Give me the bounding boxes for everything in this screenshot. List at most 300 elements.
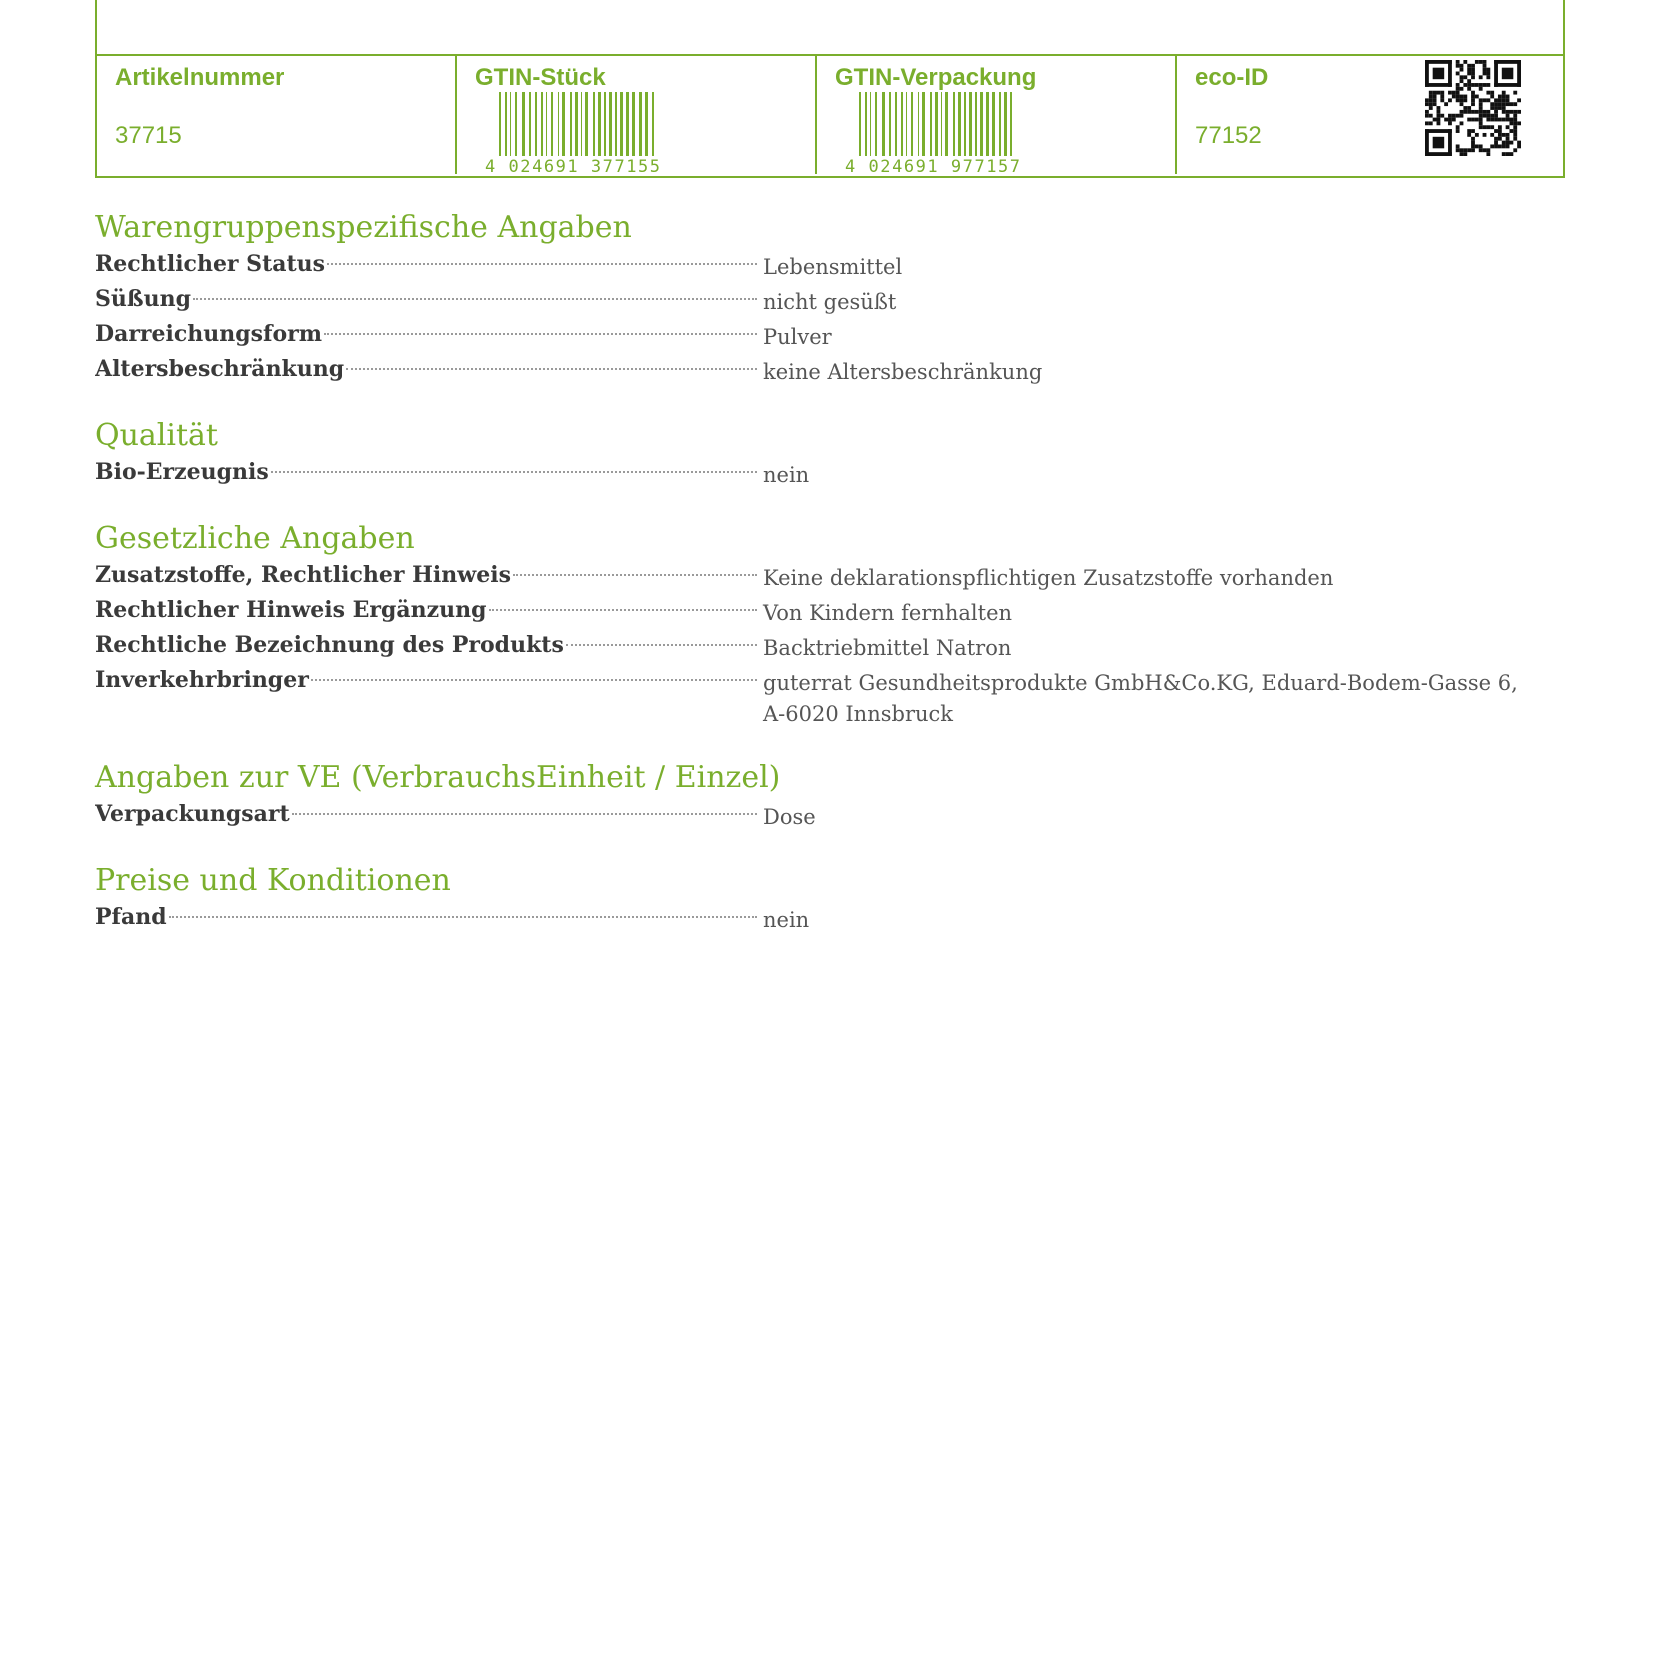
detail-key: Zusatzstoffe, Rechtlicher Hinweis xyxy=(95,562,511,588)
qr-module xyxy=(1425,102,1429,106)
detail-key: Verpackungsart xyxy=(95,801,290,827)
detail-row xyxy=(95,353,1535,388)
barcode-bar xyxy=(575,92,578,156)
detail-key: Rechtlicher Status xyxy=(95,251,326,277)
qr-module xyxy=(1517,141,1521,145)
qr-module xyxy=(1498,95,1502,99)
qr-module xyxy=(1483,68,1487,72)
product-id-box xyxy=(95,0,1565,178)
qr-module xyxy=(1479,60,1483,64)
qr-module xyxy=(1479,125,1483,129)
qr-module xyxy=(1502,106,1506,110)
barcode-bar xyxy=(986,92,989,156)
qr-module xyxy=(1425,129,1452,133)
qr-module xyxy=(1475,144,1479,148)
detail-key-wrap xyxy=(95,353,763,385)
section-title: Gesetzliche Angaben xyxy=(95,521,415,556)
qr-module xyxy=(1509,129,1513,133)
qr-module xyxy=(1425,60,1452,64)
gtin-verpackung-cell xyxy=(815,56,1177,174)
qr-module xyxy=(1448,91,1452,95)
qr-module xyxy=(1467,110,1471,114)
qr-module xyxy=(1483,125,1487,129)
qr-module xyxy=(1471,110,1475,114)
qr-module xyxy=(1479,114,1483,118)
qr-module xyxy=(1483,98,1487,102)
detail-row xyxy=(95,559,1535,594)
qr-module xyxy=(1475,60,1479,64)
dot-leader xyxy=(566,644,757,646)
qr-module xyxy=(1425,114,1429,118)
qr-module xyxy=(1471,72,1475,76)
barcode-bar xyxy=(541,92,543,156)
barcode-bar xyxy=(930,92,932,156)
barcode-bar xyxy=(620,92,623,156)
qr-module xyxy=(1460,75,1464,79)
section xyxy=(95,521,1535,730)
detail-value: Dose xyxy=(763,805,816,829)
qr-module xyxy=(1471,83,1475,87)
qr-module xyxy=(1479,102,1483,106)
detail-row xyxy=(95,248,1535,283)
qr-module xyxy=(1452,114,1456,118)
qr-module xyxy=(1467,133,1471,137)
qr-module xyxy=(1509,102,1513,106)
qr-module xyxy=(1498,133,1502,137)
qr-module xyxy=(1490,133,1494,137)
barcode-bar xyxy=(889,92,891,156)
qr-module xyxy=(1479,75,1483,79)
qr-module xyxy=(1467,87,1471,91)
qr-module xyxy=(1448,60,1452,87)
dot-leader xyxy=(327,263,757,265)
qr-module xyxy=(1456,125,1460,129)
gtin-stueck-cell xyxy=(455,56,817,174)
qr-module xyxy=(1509,110,1513,114)
qr-module xyxy=(1498,137,1502,141)
qr-module xyxy=(1425,121,1429,125)
eco-id-cell xyxy=(1175,56,1565,174)
qr-module xyxy=(1463,106,1467,110)
barcode-bar xyxy=(546,92,547,156)
barcode-bar xyxy=(515,92,517,156)
qr-module xyxy=(1471,98,1475,102)
qr-module xyxy=(1460,64,1464,68)
qr-module xyxy=(1463,83,1467,87)
qr-module xyxy=(1498,125,1502,129)
barcode-bar xyxy=(652,92,654,156)
qr-module xyxy=(1494,144,1498,148)
eco-id-label: eco-ID xyxy=(1195,64,1269,91)
qr-module xyxy=(1463,95,1467,99)
qr-module xyxy=(1494,60,1498,87)
qr-module xyxy=(1467,79,1471,83)
detail-row xyxy=(95,594,1535,629)
barcode-bar xyxy=(499,92,501,156)
section-title: Preise und Konditionen xyxy=(95,863,451,898)
qr-module xyxy=(1486,125,1490,129)
barcode-bar xyxy=(901,92,903,156)
barcode-bar xyxy=(911,92,913,156)
qr-module xyxy=(1463,152,1467,156)
detail-row xyxy=(95,629,1535,664)
qr-module xyxy=(1448,129,1452,156)
qr-module xyxy=(1433,137,1445,149)
qr-module xyxy=(1494,102,1498,106)
qr-module xyxy=(1509,141,1513,145)
qr-module xyxy=(1475,133,1479,137)
qr-module xyxy=(1506,95,1510,99)
gtin-verpackung-label: GTIN-Verpackung xyxy=(835,64,1037,91)
qr-module xyxy=(1460,87,1464,91)
gtin-stueck-barcode-text: 4 024691 377155 xyxy=(485,157,660,174)
barcode-bar xyxy=(964,92,966,156)
dot-leader xyxy=(271,471,757,473)
barcode-bar xyxy=(918,92,919,156)
detail-key: Rechtliche Bezeichnung des Produkts xyxy=(95,632,564,658)
qr-module xyxy=(1456,95,1460,99)
detail-key-wrap xyxy=(95,798,763,830)
qr-module xyxy=(1452,91,1456,95)
qr-module xyxy=(1506,141,1510,145)
detail-row xyxy=(95,318,1535,353)
artikelnummer-cell xyxy=(97,56,455,174)
qr-module xyxy=(1433,95,1437,99)
qr-module xyxy=(1502,152,1506,156)
qr-module xyxy=(1513,114,1517,118)
detail-value: nein xyxy=(763,463,810,487)
detail-key-wrap xyxy=(95,456,763,488)
detail-value: Von Kindern fernhalten xyxy=(763,601,1013,625)
qr-module xyxy=(1498,102,1502,106)
qr-module xyxy=(1506,102,1510,106)
qr-module xyxy=(1475,83,1479,87)
barcode-bar xyxy=(645,92,648,156)
barcode-bar xyxy=(922,92,925,156)
dot-leader xyxy=(489,609,757,611)
qr-module xyxy=(1498,106,1502,110)
barcode-bar xyxy=(581,92,582,156)
qr-module xyxy=(1486,75,1490,79)
qr-module xyxy=(1456,83,1460,87)
qr-module xyxy=(1490,118,1494,122)
barcode-bar xyxy=(859,92,861,156)
qr-module xyxy=(1460,121,1464,125)
detail-row xyxy=(95,456,1535,491)
qr-module xyxy=(1463,75,1467,79)
qr-module xyxy=(1467,64,1471,68)
qr-module xyxy=(1460,110,1464,114)
qr-module xyxy=(1444,118,1448,122)
qr-module xyxy=(1513,125,1517,129)
qr-module xyxy=(1440,114,1444,118)
qr-module xyxy=(1463,110,1467,114)
qr-module xyxy=(1513,137,1517,141)
barcode-bar xyxy=(632,92,635,156)
barcode-bar xyxy=(639,92,642,156)
dot-leader xyxy=(193,298,757,300)
qr-module xyxy=(1471,95,1475,99)
qr-module xyxy=(1429,91,1433,95)
detail-key-wrap xyxy=(95,664,763,696)
qr-module xyxy=(1456,87,1460,91)
qr-module xyxy=(1502,102,1506,106)
dot-leader xyxy=(346,368,757,370)
qr-module xyxy=(1517,110,1521,114)
qr-module xyxy=(1429,106,1433,110)
qr-module xyxy=(1486,118,1490,122)
qr-module xyxy=(1490,95,1494,99)
qr-module xyxy=(1498,144,1502,148)
detail-row xyxy=(95,664,1535,730)
detail-row xyxy=(95,798,1535,833)
gtin-verpackung-barcode xyxy=(845,92,1035,174)
qr-module xyxy=(1509,121,1513,125)
qr-module xyxy=(1509,152,1513,156)
qr-module xyxy=(1479,83,1483,87)
qr-module xyxy=(1513,118,1517,122)
qr-module xyxy=(1429,114,1433,118)
dot-leader xyxy=(169,916,757,918)
qr-module xyxy=(1425,110,1429,114)
qr-module xyxy=(1479,118,1483,122)
qr-module xyxy=(1483,64,1487,68)
qr-module xyxy=(1437,91,1441,95)
qr-module xyxy=(1517,144,1521,148)
qr-module xyxy=(1490,102,1494,106)
barcode-bar xyxy=(505,92,507,156)
detail-key-wrap xyxy=(95,594,763,626)
barcode-bar xyxy=(895,92,897,156)
detail-key: Bio-Erzeugnis xyxy=(95,459,269,485)
qr-module xyxy=(1486,83,1490,87)
qr-module xyxy=(1437,118,1441,122)
qr-module xyxy=(1517,60,1521,87)
barcode-bar xyxy=(585,92,588,156)
qr-module xyxy=(1486,114,1490,118)
barcode-bar xyxy=(1004,92,1007,156)
qr-module xyxy=(1494,129,1498,133)
qr-module xyxy=(1467,106,1471,110)
detail-value: Lebensmittel xyxy=(763,255,903,279)
qr-module xyxy=(1456,64,1460,68)
qr-module xyxy=(1425,129,1429,156)
qr-module xyxy=(1498,129,1502,133)
qr-module xyxy=(1475,110,1479,114)
barcode-bar xyxy=(975,92,977,156)
qr-module xyxy=(1460,79,1464,83)
detail-value: nein xyxy=(763,908,810,932)
detail-key-wrap xyxy=(95,318,763,350)
qr-module xyxy=(1513,148,1517,152)
qr-code-icon xyxy=(1425,60,1521,156)
barcode-bar xyxy=(609,92,612,156)
qr-module xyxy=(1506,144,1510,148)
qr-module xyxy=(1467,129,1471,133)
qr-module xyxy=(1506,114,1510,118)
qr-module xyxy=(1506,118,1510,122)
qr-module xyxy=(1513,129,1517,133)
qr-module xyxy=(1517,98,1521,102)
qr-module xyxy=(1425,98,1429,102)
section-title: Warengruppenspezifische Angaben xyxy=(95,210,632,245)
barcode-bar xyxy=(999,92,1001,156)
barcode-bar xyxy=(945,92,948,156)
qr-module xyxy=(1471,148,1475,152)
qr-module xyxy=(1494,141,1498,145)
qr-module xyxy=(1471,68,1475,72)
qr-module xyxy=(1467,72,1471,76)
qr-module xyxy=(1502,95,1506,99)
qr-module xyxy=(1471,91,1475,95)
qr-module xyxy=(1471,64,1475,68)
qr-module xyxy=(1433,98,1437,102)
barcode-bar xyxy=(598,92,601,156)
section-title: Angaben zur VE (VerbrauchsEinheit / Einzel) xyxy=(95,760,781,795)
detail-value: nicht gesüßt xyxy=(763,290,897,314)
detail-key: Pfand xyxy=(95,904,167,930)
qr-module xyxy=(1506,152,1510,156)
dot-leader xyxy=(324,333,757,335)
qr-module xyxy=(1444,102,1448,106)
section xyxy=(95,760,1535,833)
qr-module xyxy=(1490,114,1494,118)
qr-module xyxy=(1490,91,1494,95)
qr-module xyxy=(1506,125,1510,129)
barcode-bar xyxy=(980,92,983,156)
qr-module xyxy=(1494,83,1521,87)
qr-module xyxy=(1506,110,1510,114)
qr-module xyxy=(1452,95,1456,99)
qr-module xyxy=(1486,91,1490,95)
qr-module xyxy=(1460,95,1464,99)
qr-module xyxy=(1456,91,1460,95)
detail-row xyxy=(95,283,1535,318)
qr-module xyxy=(1494,60,1521,64)
dot-leader xyxy=(311,679,757,681)
detail-key: Altersbeschränkung xyxy=(95,356,345,382)
qr-module xyxy=(1483,60,1487,64)
qr-module xyxy=(1502,144,1506,148)
qr-module xyxy=(1433,68,1445,80)
qr-module xyxy=(1506,98,1510,102)
qr-module xyxy=(1437,110,1441,114)
qr-module xyxy=(1483,72,1487,76)
qr-module xyxy=(1486,152,1490,156)
qr-module xyxy=(1479,106,1483,110)
qr-module xyxy=(1483,133,1487,137)
qr-module xyxy=(1429,98,1433,102)
qr-module xyxy=(1448,121,1452,125)
qr-module xyxy=(1513,91,1517,95)
qr-module xyxy=(1506,133,1510,137)
qr-module xyxy=(1498,98,1502,102)
barcode-bar xyxy=(882,92,885,156)
section xyxy=(95,418,1535,491)
qr-module xyxy=(1513,102,1517,106)
qr-module xyxy=(1425,83,1452,87)
qr-module xyxy=(1467,118,1471,122)
barcode-bar xyxy=(870,92,871,156)
qr-module xyxy=(1460,114,1464,118)
qr-module xyxy=(1448,118,1452,122)
barcode-bar xyxy=(522,92,525,156)
qr-module xyxy=(1486,98,1490,102)
qr-module xyxy=(1471,102,1475,106)
barcode-bar xyxy=(529,92,531,156)
qr-module xyxy=(1440,98,1444,102)
qr-module xyxy=(1471,129,1475,133)
qr-module xyxy=(1471,144,1475,148)
qr-module xyxy=(1486,68,1490,72)
qr-module xyxy=(1429,121,1433,125)
barcode-bar xyxy=(906,92,907,156)
barcode-bar xyxy=(604,92,606,156)
qr-module xyxy=(1467,68,1471,72)
barcode-bar xyxy=(570,92,572,156)
detail-value: Backtriebmittel Natron xyxy=(763,636,1012,660)
qr-module xyxy=(1467,83,1471,87)
qr-module xyxy=(1463,98,1467,102)
qr-module xyxy=(1513,133,1517,137)
dot-leader xyxy=(513,574,757,576)
qr-module xyxy=(1437,121,1441,125)
detail-key: Süßung xyxy=(95,286,191,312)
qr-module xyxy=(1471,75,1475,79)
qr-module xyxy=(1475,118,1479,122)
qr-module xyxy=(1479,148,1483,152)
qr-module xyxy=(1425,60,1429,87)
qr-module xyxy=(1479,110,1483,114)
gtin-stueck-barcode xyxy=(485,92,675,174)
barcode-bar xyxy=(969,92,972,156)
qr-module xyxy=(1448,98,1452,102)
detail-row xyxy=(95,901,1535,936)
barcode-bar xyxy=(593,92,595,156)
qr-module xyxy=(1502,98,1506,102)
qr-module xyxy=(1513,121,1517,125)
gtin-verpackung-barcode-text: 4 024691 977157 xyxy=(845,157,1020,174)
qr-module xyxy=(1471,141,1475,145)
qr-module xyxy=(1429,95,1433,99)
detail-value: keine Altersbeschränkung xyxy=(763,360,1043,384)
qr-module xyxy=(1460,102,1464,106)
qr-module xyxy=(1486,148,1490,152)
qr-module xyxy=(1479,121,1483,125)
qr-module xyxy=(1456,114,1460,118)
qr-module xyxy=(1433,102,1437,106)
qr-module xyxy=(1483,110,1487,114)
qr-module xyxy=(1460,68,1464,72)
barcode-bar xyxy=(992,92,995,156)
detail-key: Darreichungsform xyxy=(95,321,323,347)
barcode-bar xyxy=(551,92,553,156)
qr-module xyxy=(1433,118,1437,122)
artikelnummer-value: 37715 xyxy=(115,122,182,149)
detail-key-wrap xyxy=(95,901,763,933)
qr-module xyxy=(1494,118,1498,122)
barcode-bar xyxy=(875,92,877,156)
qr-module xyxy=(1437,106,1441,110)
qr-module xyxy=(1456,72,1460,76)
barcode-bar xyxy=(935,92,938,156)
qr-module xyxy=(1490,125,1494,129)
qr-module xyxy=(1471,137,1475,141)
qr-module xyxy=(1490,144,1494,148)
barcode-bar xyxy=(865,92,867,156)
detail-key-wrap xyxy=(95,283,763,315)
detail-value: Keine deklarationspflichtigen Zusatzstoffe vorhanden xyxy=(763,566,1334,590)
